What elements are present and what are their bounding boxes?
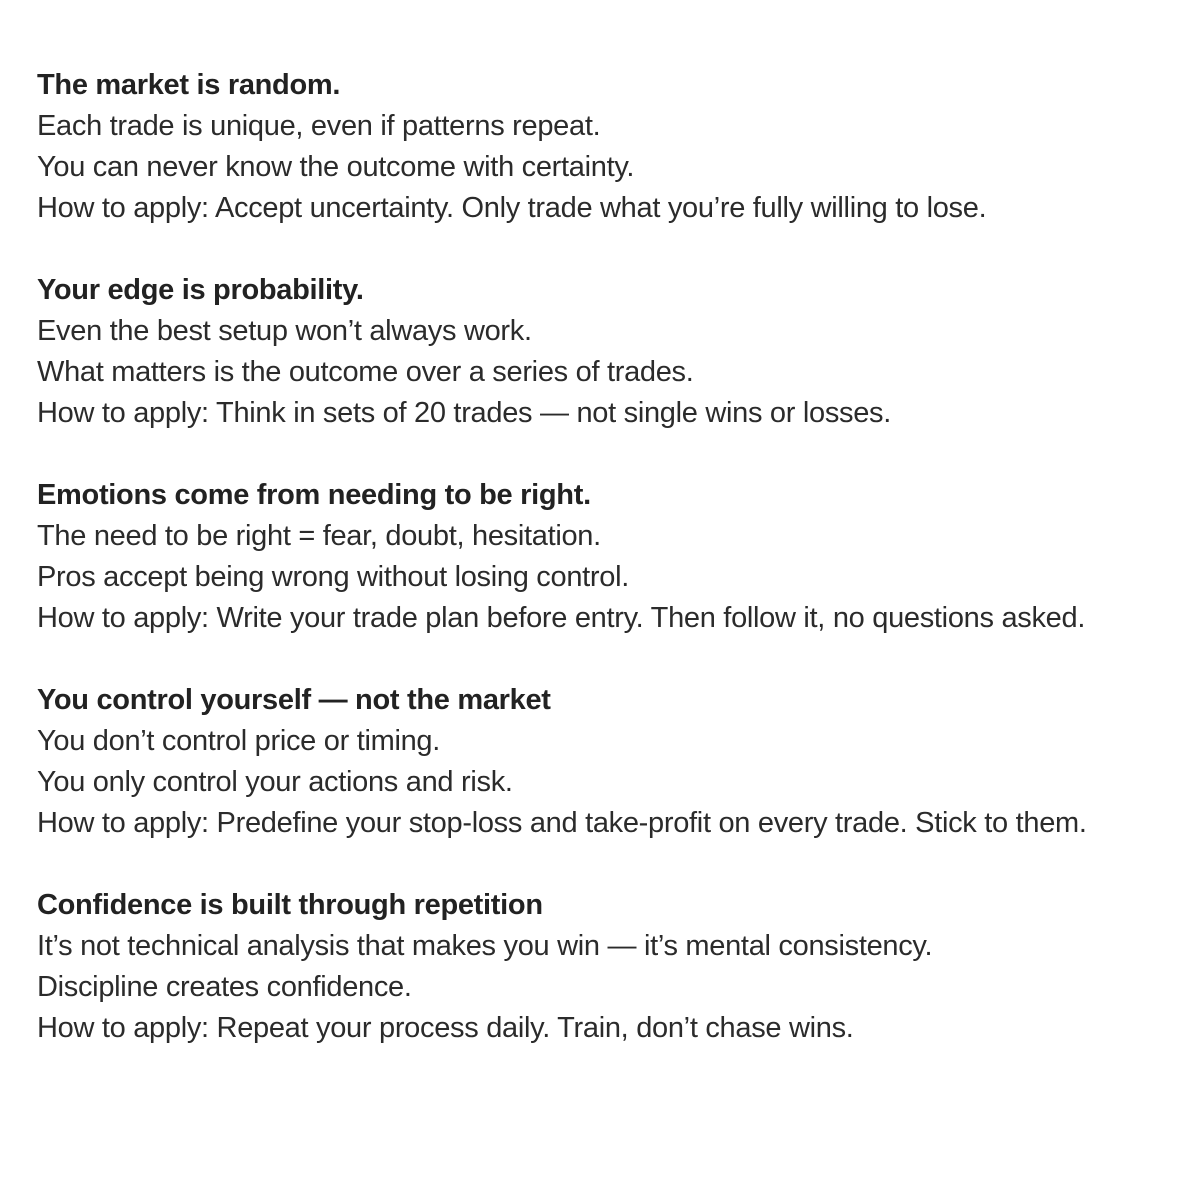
- section-how-to-apply: How to apply: Write your trade plan before entry. Then follow it, no questions asked.: [37, 602, 1086, 634]
- section-edge-probability: [37, 270, 1177, 434]
- section-heading: Confidence is built through repetition: [37, 889, 543, 921]
- section-line: You can never know the outcome with certainty.: [37, 151, 635, 183]
- section-heading: You control yourself — not the market: [37, 684, 551, 716]
- section-how-to-apply: How to apply: Accept uncertainty. Only trade what you’re fully willing to lose.: [37, 192, 987, 224]
- section-line: Pros accept being wrong without losing control.: [37, 561, 630, 593]
- section-how-to-apply: How to apply: Predefine your stop-loss and take-profit on every trade. Stick to them.: [37, 807, 1087, 839]
- section-line: It’s not technical analysis that makes you win — it’s mental consistency.: [37, 930, 933, 962]
- section-line: Discipline creates confidence.: [37, 971, 412, 1003]
- section-heading: Emotions come from needing to be right.: [37, 479, 591, 511]
- section-line: The need to be right = fear, doubt, hesitation.: [37, 520, 601, 552]
- section-confidence: [37, 885, 1177, 1049]
- section-market-random: [37, 65, 1177, 229]
- section-control-yourself: [37, 680, 1177, 844]
- section-heading: Your edge is probability.: [37, 274, 364, 306]
- section-line: Each trade is unique, even if patterns repeat.: [37, 110, 601, 142]
- section-line: What matters is the outcome over a series of trades.: [37, 356, 694, 388]
- section-line: You only control your actions and risk.: [37, 766, 513, 798]
- section-line: Even the best setup won’t always work.: [37, 315, 532, 347]
- section-emotions: [37, 475, 1177, 639]
- document-body: [37, 65, 1177, 1049]
- section-how-to-apply: How to apply: Repeat your process daily. Train, don’t chase wins.: [37, 1012, 854, 1044]
- section-heading: The market is random.: [37, 69, 341, 101]
- section-how-to-apply: How to apply: Think in sets of 20 trades — not single wins or losses.: [37, 397, 892, 429]
- section-line: You don’t control price or timing.: [37, 725, 441, 757]
